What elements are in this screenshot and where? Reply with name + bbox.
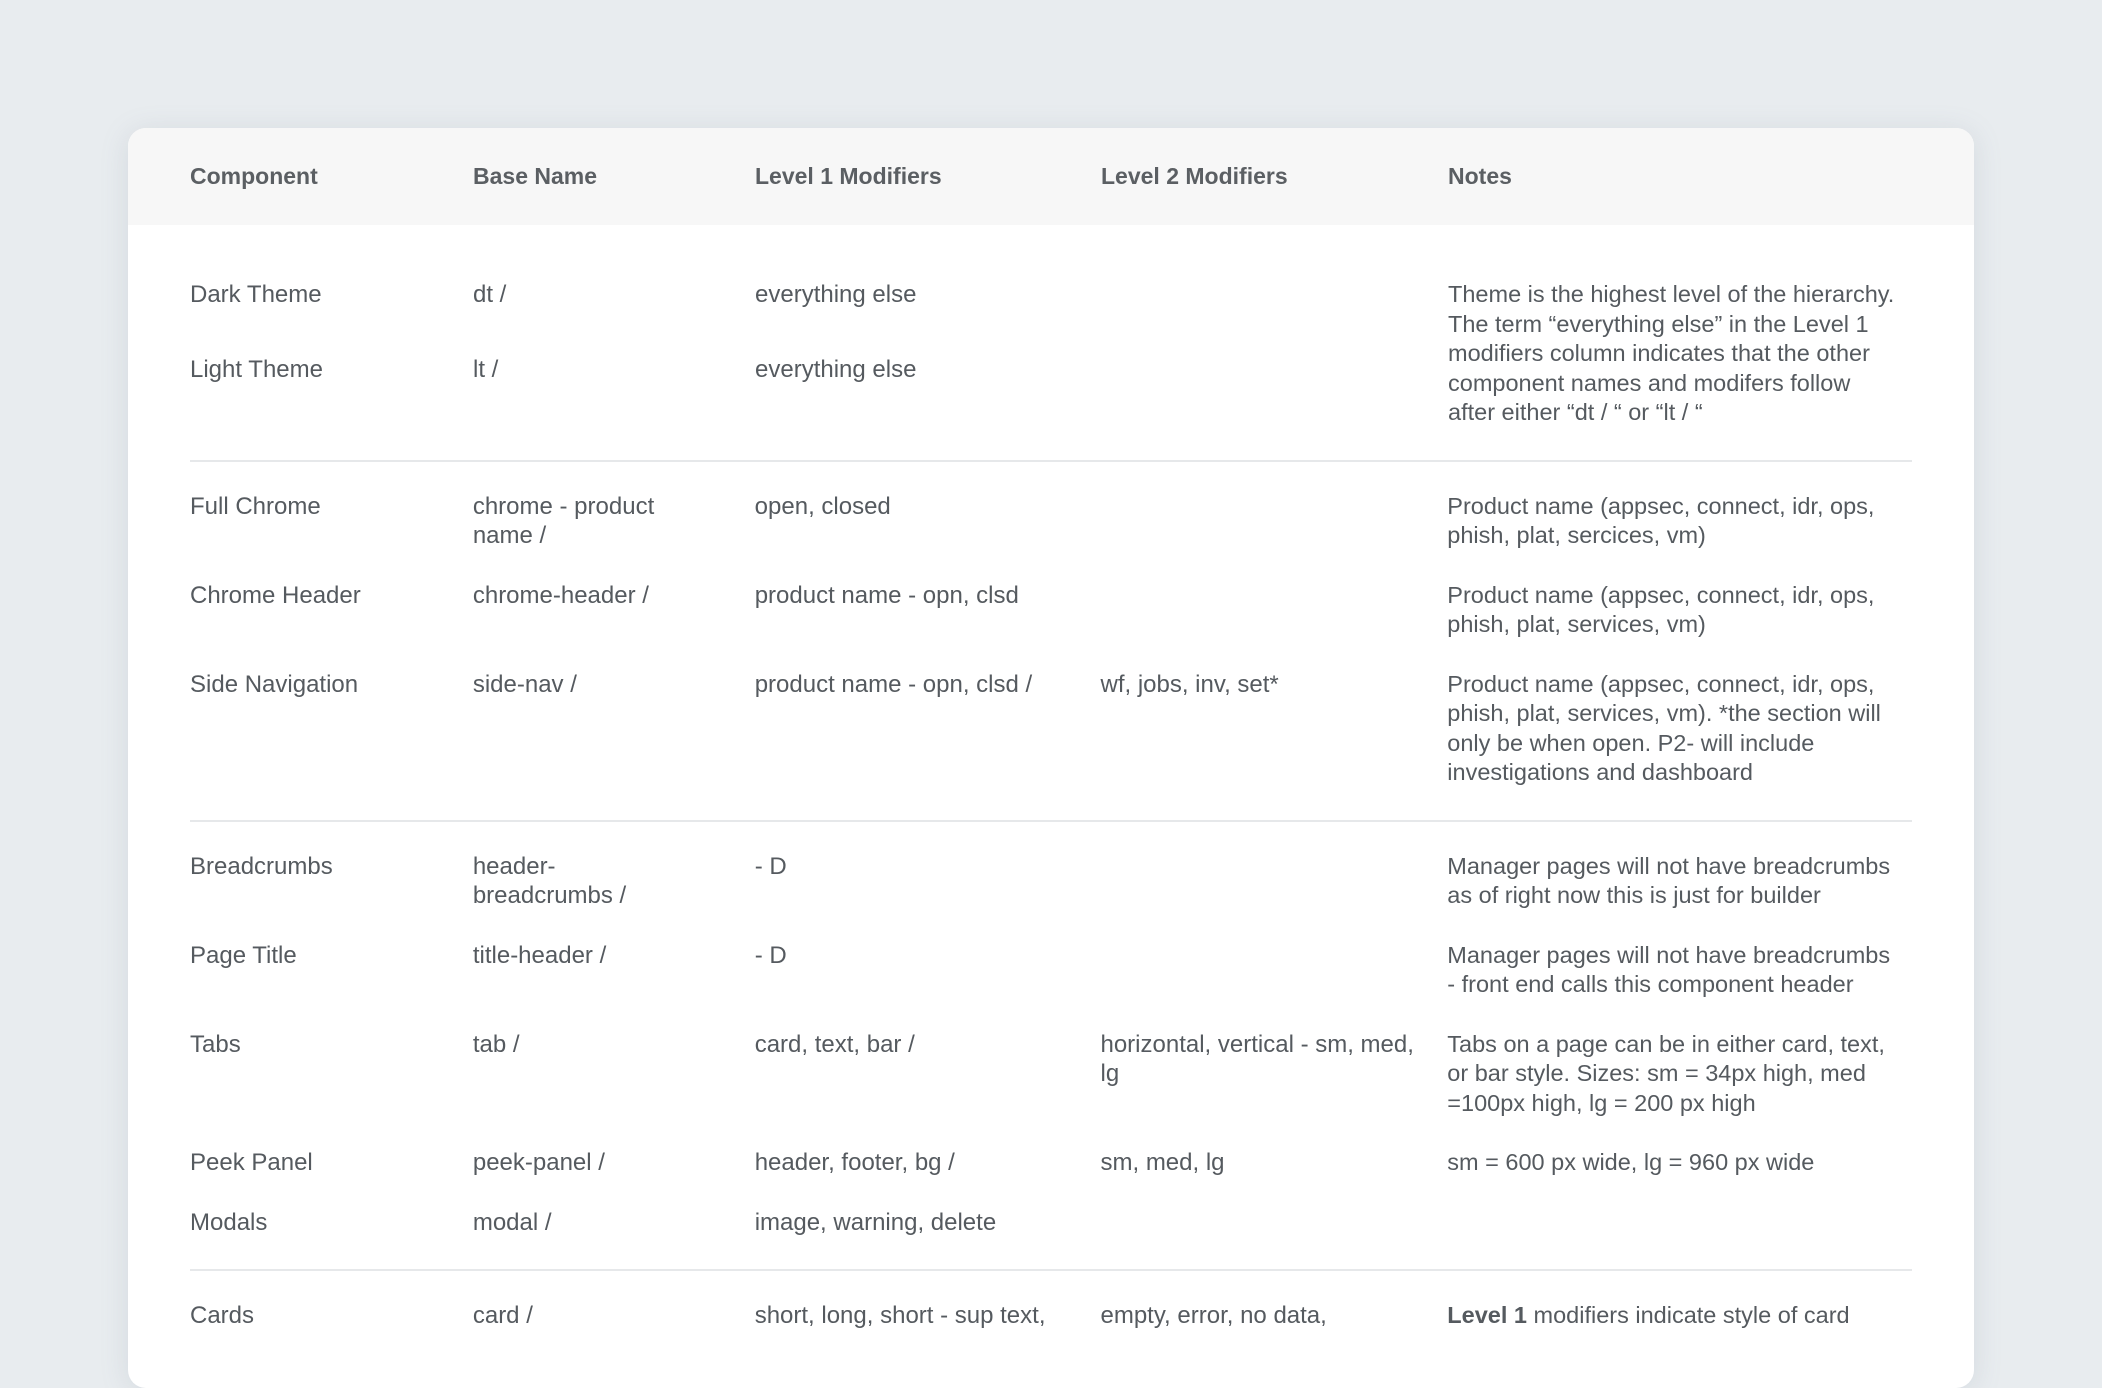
table-row bbox=[190, 852, 1912, 911]
cell-level-1: everything else bbox=[755, 281, 917, 308]
cell-component: Tabs bbox=[190, 1030, 241, 1058]
cell-level-1: card, text, bar / bbox=[754, 1030, 915, 1058]
cell-component: Page Title bbox=[190, 941, 297, 969]
notes-bold: Level 1 bbox=[1447, 1302, 1527, 1328]
table-body bbox=[128, 225, 1974, 1351]
table-row bbox=[190, 280, 1448, 355]
cell-component: Side Navigation bbox=[190, 670, 359, 698]
cell-component: Chrome Header bbox=[190, 581, 361, 609]
header-notes: Notes bbox=[1448, 163, 1512, 189]
cell-level-2: wf, jobs, inv, set* bbox=[1100, 670, 1279, 698]
row-group-cards bbox=[190, 1271, 1912, 1351]
header-base-name: Base Name bbox=[473, 163, 598, 189]
cell-level-1: - D bbox=[754, 941, 787, 969]
cell-notes: Manager pages will not have breadcrumbs - front end calls this component header bbox=[1447, 941, 1891, 997]
row-group-page-elements bbox=[190, 822, 1912, 1272]
cell-base-name: title-header / bbox=[472, 941, 607, 969]
cell-base-name: chrome-header / bbox=[472, 581, 649, 609]
cell-notes bbox=[1447, 1301, 1912, 1331]
cell-component: Cards bbox=[190, 1302, 255, 1329]
cell-notes: Manager pages will not have breadcrumbs as of right now this is just for builder bbox=[1447, 852, 1891, 908]
cell-level-1: image, warning, delete bbox=[754, 1208, 997, 1236]
cell-level-1: product name - opn, clsd / bbox=[754, 670, 1033, 698]
cell-level-1: everything else bbox=[755, 356, 917, 383]
table-header bbox=[128, 128, 1974, 225]
naming-table-card bbox=[128, 128, 1974, 1388]
cell-level-2: horizontal, vertical - sm, med, lg bbox=[1100, 1030, 1414, 1087]
cell-component: Light Theme bbox=[190, 356, 323, 383]
cell-level-2: sm, med, lg bbox=[1100, 1149, 1225, 1176]
cell-base-name: header-breadcrumbs / bbox=[472, 852, 627, 909]
row-group-chrome bbox=[190, 462, 1912, 822]
table-row bbox=[190, 492, 1912, 551]
table-row bbox=[190, 581, 1912, 640]
cell-notes: Product name (appsec, connect, idr, ops, phish, plat, services, vm). *the section will only be when open. P2- will include investigations and dashboard bbox=[1447, 670, 1881, 785]
cell-component: Peek Panel bbox=[190, 1149, 313, 1176]
table-row bbox=[190, 355, 1448, 385]
table-row bbox=[190, 1148, 1912, 1178]
cell-level-1: product name - opn, clsd bbox=[754, 581, 1019, 609]
cell-notes: sm = 600 px wide, lg = 960 px wide bbox=[1447, 1149, 1815, 1175]
cell-level-1: - D bbox=[754, 852, 787, 880]
cell-notes: Theme is the highest level of the hierarchy. The term “everything else” in the Level 1 modifiers column indicates that the other component names and modifers follow after either “dt / “ or “lt / “ bbox=[1448, 281, 1895, 425]
cell-component: Dark Theme bbox=[190, 281, 322, 308]
table-row bbox=[190, 670, 1912, 800]
table-row bbox=[190, 1301, 1912, 1331]
cell-base-name: lt / bbox=[473, 356, 499, 383]
cell-base-name: chrome - product name / bbox=[472, 492, 655, 549]
cell-base-name: card / bbox=[472, 1302, 533, 1329]
cell-notes: Product name (appsec, connect, idr, ops, phish, plat, services, vm) bbox=[1447, 581, 1875, 637]
cell-component: Full Chrome bbox=[190, 492, 321, 520]
cell-level-1: short, long, short - sup text, bbox=[754, 1302, 1046, 1329]
cell-component: Breadcrumbs bbox=[190, 852, 333, 880]
header-level-2-modifiers: Level 2 Modifiers bbox=[1101, 163, 1288, 189]
cell-base-name: side-nav / bbox=[472, 670, 577, 698]
cell-component: Modals bbox=[190, 1208, 268, 1236]
table-row bbox=[190, 941, 1912, 1000]
row-group-themes bbox=[190, 280, 1912, 462]
header-level-1-modifiers: Level 1 Modifiers bbox=[755, 163, 942, 189]
header-component: Component bbox=[190, 163, 318, 189]
cell-level-1: open, closed bbox=[754, 492, 891, 520]
table-row bbox=[190, 1030, 1912, 1119]
cell-level-2: empty, error, no data, bbox=[1100, 1302, 1327, 1329]
cell-notes: Tabs on a page can be in either card, text, or bar style. Sizes: sm = 34px high, med =100px high, lg = 200 px high bbox=[1447, 1030, 1885, 1116]
cell-base-name: dt / bbox=[473, 281, 507, 308]
table-row bbox=[190, 1208, 1912, 1250]
cell-base-name: tab / bbox=[472, 1030, 520, 1058]
cell-base-name: modal / bbox=[472, 1208, 552, 1236]
cell-notes: Product name (appsec, connect, idr, ops, phish, plat, sercices, vm) bbox=[1447, 492, 1875, 548]
cell-level-1: header, footer, bg / bbox=[754, 1149, 955, 1176]
cell-base-name: peek-panel / bbox=[472, 1149, 605, 1176]
notes-text: modifiers indicate style of card bbox=[1526, 1302, 1850, 1328]
